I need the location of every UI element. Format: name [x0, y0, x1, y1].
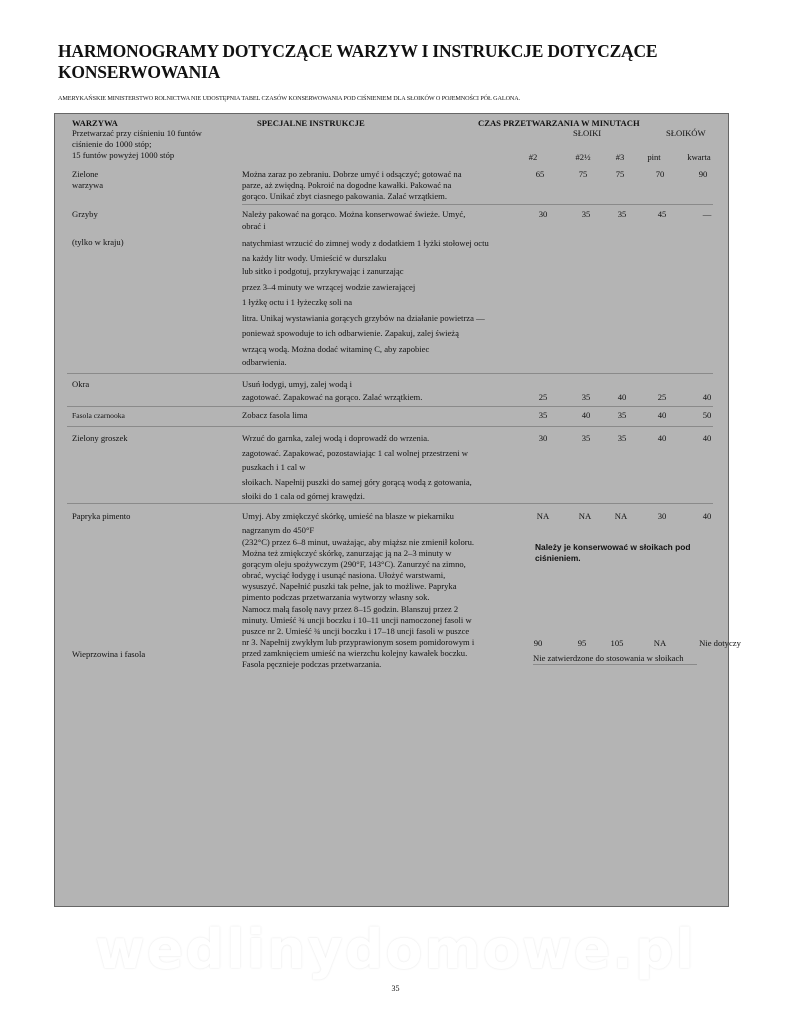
row-value: 40 — [657, 433, 667, 443]
row-instruction: na każdy litr wody. Umieścić w durszlaku — [242, 253, 387, 263]
row-instruction: (232°C) przez 6–8 minut, uważając, aby miąższ nie zmienił koloru. — [242, 537, 475, 547]
row-value: 25 — [538, 392, 548, 402]
row-instruction: Fasola pęcznieje podczas przetwarzania. — [242, 659, 382, 669]
row-name: Papryka pimento — [72, 511, 131, 521]
row-divider — [67, 503, 713, 504]
watermark: wedlinydomowe.pl — [94, 918, 697, 981]
row-name: Okra — [72, 379, 90, 389]
row-value: 35 — [617, 433, 627, 443]
row-instruction: Namocz małą fasolę navy przez 8–15 godzin. Blanszuj przez 2 — [242, 604, 459, 614]
row-value: 40 — [617, 392, 627, 402]
row-instruction: Usuń łodygi, umyj, zalej wodą i — [242, 379, 353, 389]
row-value: 35 — [581, 209, 591, 219]
row-value: 25 — [657, 392, 667, 402]
row-value: 45 — [657, 209, 667, 219]
row-value: 75 — [615, 169, 625, 179]
row-instruction: słoiki do 1 cala od górnej krawędzi. — [242, 491, 365, 501]
row-instruction: zagotować. Zapakować, pozostawiając 1 cal wolnej przestrzeni w — [242, 448, 468, 458]
row-value: 35 — [581, 392, 591, 402]
row-instruction: minuty. Umieść ¾ uncji boczku i 10–11 uncji namoczonej fasoli w — [242, 615, 472, 625]
row-instruction: wrzącą wodą. Można dodać witaminę C, aby zapobiec — [242, 344, 430, 354]
row-instruction: nagrzanym do 450°F — [242, 525, 315, 535]
row-instruction: natychmiast wrzucić do zimnej wody z dodatkiem 1 łyżki stołowej octu — [242, 238, 489, 248]
jar-note: Nie zatwierdzone do stosowania w słoikach — [533, 653, 684, 663]
row-value: 90 — [698, 169, 708, 179]
row-value: 30 — [657, 511, 667, 521]
row-value: — — [702, 209, 712, 219]
row-value: NA — [536, 511, 550, 521]
row-instruction: parze, aż zwiędną. Pokroić na dogodne kawałki. Pakować na — [242, 180, 452, 190]
row-value: 70 — [655, 169, 665, 179]
row-value: 40 — [702, 511, 712, 521]
row-instruction: przez 3–4 minuty we wrzącej wodzie zawierającej — [242, 282, 416, 292]
pressure-note: ciśnieniem. — [535, 553, 581, 563]
row-value: 65 — [535, 169, 545, 179]
col-header-3: #3 — [615, 152, 625, 162]
page-subtitle: AMERYKAŃSKIE MINISTERSTWO ROLNICTWA NIE UDOSTĘPNIA TABEL CZASÓW KONSERWOWANIA POD CIŚNIENIEM DLA SŁOIKÓW O POJEMNOŚCI PÓŁ GALONA. — [58, 95, 521, 102]
row-instruction: Umyj. Aby zmiękczyć skórkę, umieść na blasze w piekarniku — [242, 511, 454, 521]
row-instruction: zagotować. Zapakować na gorąco. Zalać wrzątkiem. — [242, 392, 423, 402]
row-instruction: pimento podczas przetwarzania wytworzy własny sok. — [242, 592, 430, 602]
row-value: 35 — [581, 433, 591, 443]
row-value: 35 — [617, 410, 627, 420]
col-header-kwarta: kwarta — [687, 152, 711, 162]
header-warzywa: WARZYWA — [72, 118, 118, 128]
row-value: 40 — [702, 392, 712, 402]
page-title: HARMONOGRAMY DOTYCZĄCE WARZYW I INSTRUKCJE DOTYCZĄCE KONSERWOWANIA — [58, 41, 658, 82]
row-instruction: Można zaraz po zebraniu. Dobrze umyć i odsączyć; gotować na — [242, 169, 462, 179]
row-value: Nie dotyczy — [699, 638, 741, 648]
row-instruction: puszce nr 2. Umieść ¾ uncji boczku i 17–18 uncji fasoli w puszce — [242, 626, 470, 636]
header-sloiki-2: SŁOIKÓW — [666, 128, 706, 138]
row-instruction: nr 3. Napełnij zwykłym lub przyprawionym sosem pomidorowym i — [242, 637, 475, 647]
header-czas: CZAS PRZETWARZANIA W MINUTACH — [478, 118, 640, 128]
row-instruction: lub sitko i podgotuj, przykrywając i zanurzając — [242, 266, 404, 276]
row-name: Zielone — [72, 169, 99, 179]
row-instruction: Zobacz fasola lima — [242, 410, 308, 420]
row-instruction: odbarwienia. — [242, 357, 287, 367]
page-number: 35 — [391, 984, 400, 993]
col-header-pint: pint — [647, 152, 661, 162]
row-instruction: słoikach. Napełnij puszki do samej góry gorącą wodą z gotowania, — [242, 477, 472, 487]
row-value: NA — [578, 511, 592, 521]
row-value: 90 — [533, 638, 543, 648]
row-instruction: puszkach i 1 cal w — [242, 462, 306, 472]
row-divider — [242, 204, 713, 205]
row-name: Zielony groszek — [72, 433, 128, 443]
header-special: SPECJALNE INSTRUKCJE — [257, 118, 365, 128]
row-value: 30 — [538, 209, 548, 219]
row-instruction: Należy pakować na gorąco. Można konserwować świeże. Umyć, — [242, 209, 466, 219]
row-value: 30 — [538, 433, 548, 443]
row-name: Fasola czarnooka — [72, 411, 125, 420]
row-name: Wieprzowina i fasola — [72, 649, 146, 659]
row-instruction: Wrzuć do garnka, zalej wodą i doprowadź do wrzenia. — [242, 433, 430, 443]
row-instruction: obrać i — [242, 221, 266, 231]
row-value: 35 — [538, 410, 548, 420]
pressure-note: Należy je konserwować w słoikach pod — [535, 542, 691, 552]
row-value: 40 — [581, 410, 591, 420]
row-instruction: litra. Unikaj wystawiania gorących grzybów na działanie powietrza — — [242, 313, 485, 323]
header-pressure-1: Przetwarzać przy ciśnieniu 10 funtów — [72, 128, 202, 138]
row-divider — [533, 664, 697, 665]
row-value: 40 — [702, 433, 712, 443]
row-instruction: gorącym oleju spożywczym (290°F, 143°C). Zanurzyć na zimno, — [242, 559, 466, 569]
row-value: 35 — [617, 209, 627, 219]
header-sloiki-1: SŁOIKI — [573, 128, 602, 138]
row-value: NA — [614, 511, 628, 521]
row-value: NA — [653, 638, 667, 648]
row-value: 50 — [702, 410, 712, 420]
row-instruction: Można też zmiękczyć skórkę, zanurzając ją na 2–3 minuty w — [242, 548, 452, 558]
row-instruction: wysuszyć. Napełnić puszki tak pełne, jak to możliwe. Papryka — [242, 581, 457, 591]
col-header-2-5: #2½ — [575, 152, 591, 162]
header-pressure-3: 15 funtów powyżej 1000 stóp — [72, 150, 175, 160]
row-value: 75 — [578, 169, 588, 179]
row-instruction: gorąco. Unikać zbyt ciasnego pakowania. Zalać wrzątkiem. — [242, 191, 447, 201]
header-pressure-2: ciśnienie do 1000 stóp; — [72, 139, 152, 149]
row-divider — [67, 426, 713, 427]
row-instruction: obrać, wyciąć łodygę i usunąć nasiona. Ułożyć warstwami, — [242, 570, 446, 580]
row-value: 105 — [610, 638, 624, 648]
row-value: 40 — [657, 410, 667, 420]
row-divider — [67, 373, 713, 374]
col-header-2: #2 — [528, 152, 538, 162]
canning-table — [54, 113, 741, 907]
row-name: warzywa — [72, 180, 104, 190]
row-name: Grzyby — [72, 209, 98, 219]
row-instruction: przed zamknięciem umieść na wierzchu kolejny kawałek boczku. — [242, 648, 468, 658]
row-name: (tylko w kraju) — [72, 237, 124, 247]
row-instruction: ponieważ spowoduje to ich odbarwienie. Zapakuj, zalej świeżą — [242, 328, 459, 338]
row-instruction: 1 łyżkę octu i 1 łyżeczkę soli na — [242, 297, 353, 307]
row-value: 95 — [577, 638, 587, 648]
row-divider — [67, 406, 713, 407]
